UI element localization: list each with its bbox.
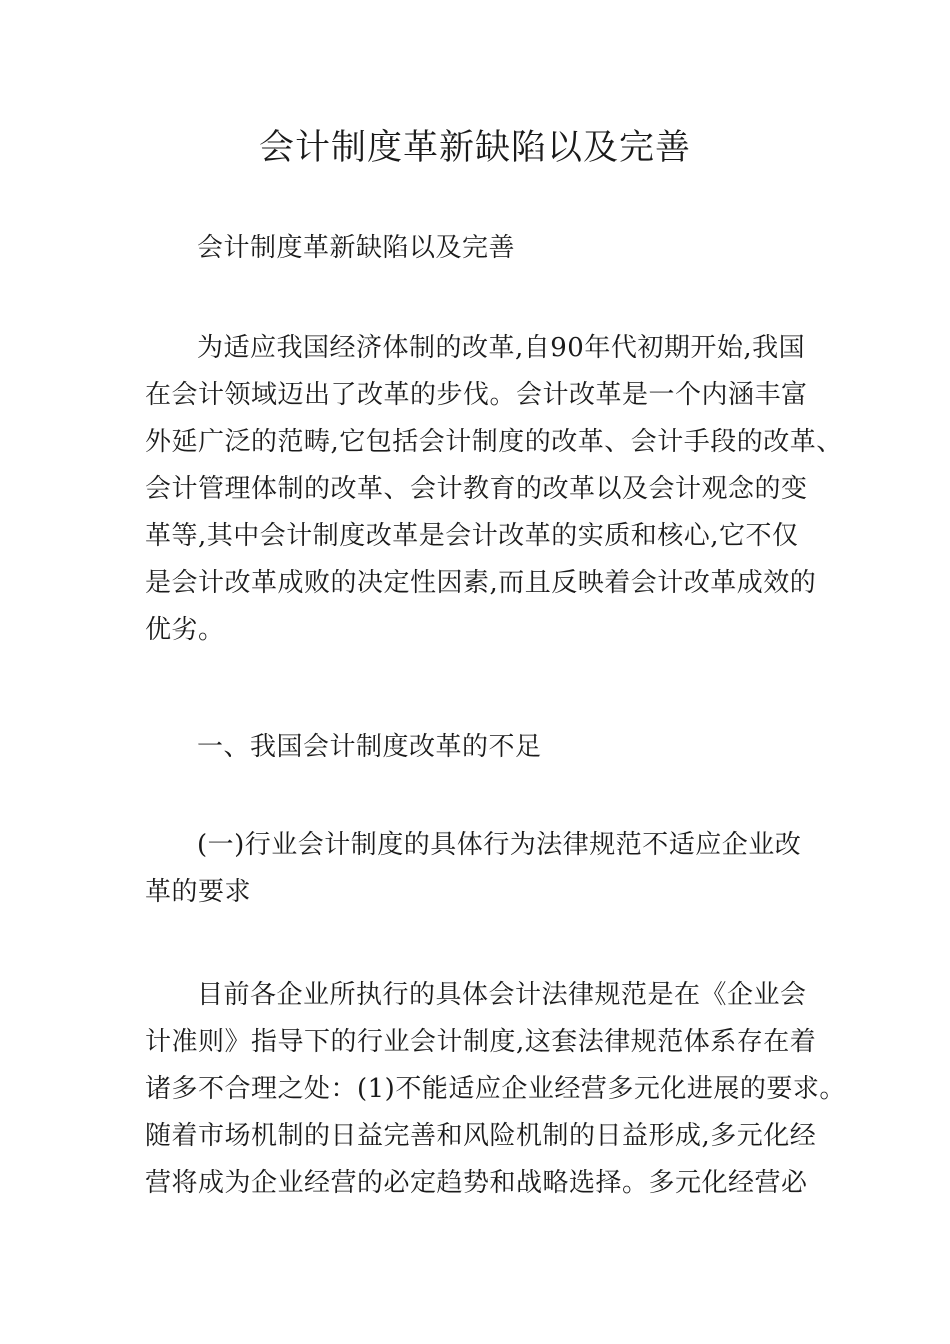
intro-line: 革等,其中会计制度改革是会计改革的实质和核心,它不仅 [145,521,799,551]
body-line: 营将成为企业经营的必定趋势和战略选择。多元化经营必 [145,1168,808,1198]
body-paragraph [145,972,846,1207]
document-subtitle: 会计制度革新缺陷以及完善 [197,233,516,263]
intro-line: 在会计领域迈出了改革的步伐。会计改革是一个内涵丰富 [145,380,808,410]
intro-line: 会计管理体制的改革、会计教育的改革以及会计观念的变 [145,474,808,504]
subsection-heading [145,822,815,916]
intro-line: 为适应我国经济体制的改革,自90年代初期开始,我国 [197,333,806,363]
subsection-line: (一)行业会计制度的具体行为法律规范不适应企业改 [197,830,802,860]
document-title: 会计制度革新缺陷以及完善 [258,128,691,168]
body-line: 目前各企业所执行的具体会计法律规范是在《企业会 [197,980,807,1010]
intro-line: 是会计改革成败的决定性因素,而且反映着会计改革成效的 [145,568,817,598]
body-line: 随着市场机制的日益完善和风险机制的日益形成,多元化经 [145,1121,817,1151]
body-line: 诸多不合理之处：(1)不能适应企业经营多元化进展的要求。 [145,1074,846,1104]
intro-line: 优劣。 [145,615,225,645]
section-heading: 一、我国会计制度改革的不足 [197,732,542,762]
intro-paragraph [145,325,843,654]
body-line: 计准则》指导下的行业会计制度,这套法律规范体系存在着 [145,1027,817,1057]
subsection-line: 革的要求 [145,877,252,907]
intro-line: 外延广泛的范畴,它包括会计制度的改革、会计手段的改革、 [145,427,843,457]
